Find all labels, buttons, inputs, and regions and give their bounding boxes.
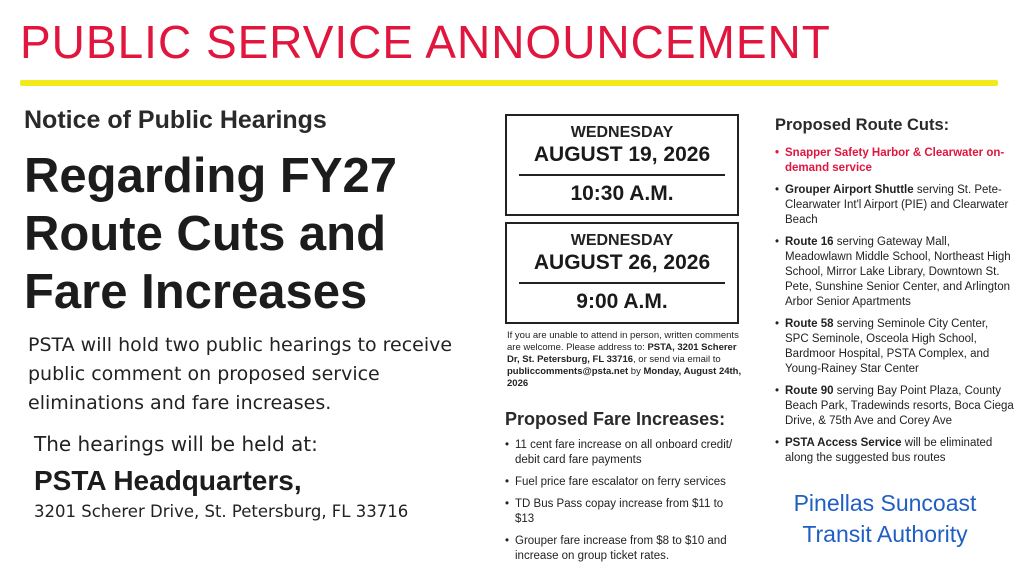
hearing-schedule [505,114,745,571]
notice-heading: Notice of Public Hearings [24,106,327,134]
main-heading [24,147,474,321]
list-item: • Route 58 serving Seminole City Center, SPC Seminole, Osceola High School, Bardmoor Hospital, PSTA Complex, and Young-Rainey Star Center [775,317,1015,377]
hearing-date: AUGUST 19, 2026 [519,142,725,176]
list-item: • 11 cent fare increase on all onboard credit/ debit card fare payments [505,438,745,468]
location-name: PSTA Headquarters, [34,465,302,496]
list-item: • Snapper Safety Harbor & Clearwater on-demand service [775,146,1015,176]
hearing-box-2 [505,222,739,324]
title-underline [20,80,998,86]
route-cuts-list [775,146,1015,466]
agency-name-line1: Pinellas Suncoast [793,490,977,516]
main-heading-line1: Regarding FY27 [24,149,398,203]
main-heading-line3: Fare Increases [24,265,368,319]
hearing-time: 9:00 A.M. [576,290,668,313]
list-item: • Fuel price fare escalator on ferry services [505,475,745,490]
mailing-address: PSTA, 3201 Scherer Dr, St. Petersburg, FL 33716 [507,342,737,365]
comment-deadline: Monday, August 24th, 2026 [507,366,742,389]
location-address: 3201 Scherer Drive, St. Petersburg, FL 33716 [34,502,409,521]
hearing-box-1 [505,114,739,216]
notice-section [24,105,474,524]
written-comments-note: If you are unable to attend in person, written comments are welcome. Please address to: PSTA, 3201 Scherer Dr, St. Petersburg, FL 33716, or send via email to publiccomments@psta.net by Monday, August 24th, 2026 [507,330,742,389]
hearing-day: WEDNESDAY [570,232,674,249]
list-item: • PSTA Access Service will be eliminated along the suggested bus routes [775,436,1015,466]
comment-email: publiccomments@psta.net [507,366,629,377]
list-item: • Grouper Airport Shuttle serving St. Pete-Clearwater Int'l Airport (PIE) and Clearwater Beach [775,183,1015,228]
held-at-text: The hearings will be held at: [34,432,318,456]
page-title: PUBLIC SERVICE ANNOUNCEMENT [20,16,831,68]
hearing-time: 10:30 A.M. [570,182,674,205]
route-cuts-section [775,114,1015,473]
list-item: • Route 16 serving Gateway Mall, Meadowlawn Middle School, Northeast High School, Mirror Lake Library, Downtown St. Pete, Sunshine Senior Center, and Arlington Arbor Senior Apartments [775,235,1015,310]
route-cuts-heading: Proposed Route Cuts: [775,116,950,134]
hearing-date: AUGUST 26, 2026 [519,250,725,284]
main-heading-line2: Route Cuts and [24,207,387,261]
agency-name [770,488,1000,550]
intro-text: PSTA will hold two public hearings to receive public comment on proposed service eliminations and fare increases. [28,334,453,414]
fare-increases-list [505,438,745,564]
agency-name-line2: Transit Authority [802,521,968,547]
list-item: • Route 90 serving Bay Point Plaza, County Beach Park, Tradewinds resorts, Boca Ciega Drive, & 75th Ave and Corey Ave [775,384,1015,429]
list-item: • Grouper fare increase from $8 to $10 and increase on group ticket rates. [505,534,745,564]
hearing-day: WEDNESDAY [570,124,674,141]
list-item: • TD Bus Pass copay increase from $11 to $13 [505,497,745,527]
fare-increases-heading: Proposed Fare Increases: [505,409,726,429]
